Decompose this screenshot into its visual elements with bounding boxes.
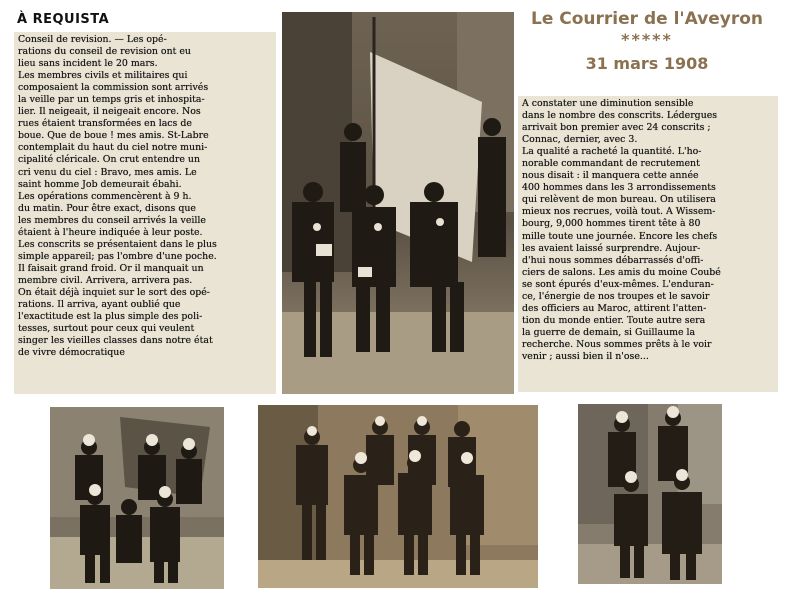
newspaper-masthead bbox=[516, 8, 778, 76]
article-line: mieux nos recrues, voilà tout. A Wissem- bbox=[522, 206, 716, 218]
article-line: rations. Il arriva, ayant oublié que bbox=[18, 299, 181, 311]
article-line: venir ; aussi bien il n'ose... bbox=[522, 350, 649, 362]
article-line: du matin. Pour être exact, disons que bbox=[18, 202, 196, 214]
article-line: Les opérations commencèrent à 9 h. bbox=[18, 190, 192, 202]
article-line: arrivait bon premier avec 24 conscrits ; bbox=[522, 122, 711, 134]
article-line: ce, l'énergie de nos troupes et le savoir bbox=[522, 290, 710, 302]
article-line: l'exactitude est la plus simple des poli- bbox=[18, 311, 203, 323]
article-line: se sont épurés d'eux-mêmes. L'enduran- bbox=[522, 278, 714, 290]
article-line: 400 hommes dans les 3 arrondissements bbox=[522, 182, 716, 194]
article-line: bourg, 9,000 hommes tirent tête à 80 bbox=[522, 218, 701, 230]
publication-date: 31 mars 1908 bbox=[585, 54, 709, 73]
article-line: tesses, surtout pour ceux qui veulent bbox=[18, 323, 195, 335]
article-line: La qualité a racheté la quantité. L'ho- bbox=[522, 146, 702, 158]
article-line: lier. Il neigeait, il neigeait encore. Nos bbox=[18, 106, 201, 118]
article-line: composaient la commission sont arrivés bbox=[18, 82, 209, 94]
article-line: cipalité cléricale. On crut entendre un bbox=[18, 154, 201, 166]
article-line: contemplait du haut du ciel notre muni- bbox=[18, 142, 208, 154]
article-line: norable commandant de recrutement bbox=[522, 158, 700, 170]
article-line: Les conscrits se présentaient dans le plus bbox=[18, 238, 217, 250]
article-line: étaient à l'heure indiquée à leur poste. bbox=[18, 226, 203, 238]
article-clipping-right bbox=[518, 96, 778, 392]
article-line: Il faisait grand froid. Or il manquait un bbox=[18, 262, 204, 274]
conscripts-group-photo-center bbox=[258, 405, 538, 588]
article-line: simple appareil; pas l'ombre d'une poche. bbox=[18, 250, 217, 262]
article-line: On était déjà inquiet sur le sort des opé- bbox=[18, 286, 210, 298]
article-line: Conseil de revision. — Les opé- bbox=[18, 34, 167, 45]
article-line: tion du monde entier. Toute autre sera bbox=[522, 314, 706, 326]
article-line: de vivre démocratique bbox=[18, 347, 125, 359]
article-line: les avaient laissé surprendre. Aujour- bbox=[522, 242, 701, 254]
article-line: cri venu du ciel : Bravo, mes amis. Le bbox=[18, 166, 197, 178]
section-label: À REQUISTA bbox=[17, 12, 110, 27]
article-line: Connac, dernier, avec 3. bbox=[522, 134, 638, 146]
decorative-stars: ***** bbox=[621, 30, 673, 49]
article-line: la guerre de demain, si Guillaume la bbox=[522, 326, 696, 338]
article-line: dans le nombre des conscrits. Lédergues bbox=[522, 110, 718, 122]
article-clipping-left bbox=[14, 32, 276, 394]
article-line: Les membres civils et militaires qui bbox=[18, 70, 188, 82]
article-line: d'hui nous sommes débarrassés d'offi- bbox=[522, 254, 704, 266]
conscripts-banner-photo bbox=[282, 12, 514, 394]
article-line: saint homme Job demeurait ébahi. bbox=[18, 178, 182, 190]
article-line: les membres du conseil arrivés la veille bbox=[18, 214, 206, 226]
article-line: mille toute une journée. Encore les chefs bbox=[522, 230, 718, 242]
article-line: des officiers au Maroc, attirent l'atten- bbox=[522, 302, 707, 314]
article-line: membre civil. Arrivera, arrivera pas. bbox=[18, 274, 193, 286]
article-line: ciers de salons. Les amis du moine Coubé bbox=[522, 266, 721, 278]
article-line: la veille par un temps gris et inhospita- bbox=[18, 94, 205, 106]
article-line: qui relèvent de mon bureau. On utilisera bbox=[522, 194, 716, 206]
article-line: nous disait : il manquera cette année bbox=[522, 170, 699, 182]
conscripts-group-photo-left bbox=[50, 407, 224, 589]
article-line: A constater une diminution sensible bbox=[522, 98, 694, 109]
article-line: recherche. Nous sommes prêts à le voir bbox=[522, 338, 712, 350]
article-line: lieu sans incident le 20 mars. bbox=[18, 58, 158, 70]
newspaper-title: Le Courrier de l'Aveyron bbox=[530, 9, 764, 29]
article-line: rues étaient transformées en lacs de bbox=[18, 118, 192, 130]
article-line: boue. Que de boue ! mes amis. St-Labre bbox=[18, 130, 209, 142]
conscripts-group-photo-right bbox=[578, 404, 722, 584]
article-line: singer les vieilles classes dans notre état bbox=[18, 335, 213, 347]
article-line: rations du conseil de revision ont eu bbox=[18, 46, 191, 58]
